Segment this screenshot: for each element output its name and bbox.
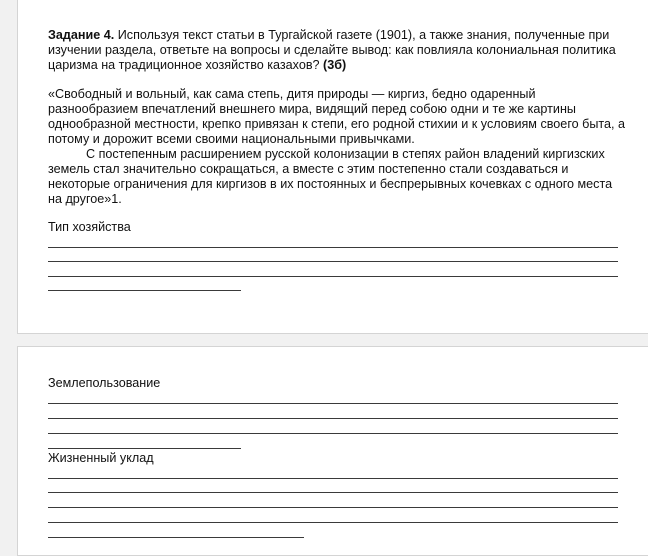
answer-line[interactable] [48,261,618,262]
task-question: Используя текст статьи в Тургайской газете (1901), а также знания, полученные при изучении раздела, ответьте на вопросы и сделайте вывод: как повлияла колониальная политика царизма на традиционное хозяйство казахов? [48,28,616,72]
answer-line[interactable] [48,290,241,291]
task-text [48,28,628,73]
land-use-label: Землепользование [48,376,161,390]
answer-line[interactable] [48,507,618,508]
answer-line[interactable] [48,522,618,523]
economy-type-label: Тип хозяйства [48,220,131,234]
answer-line[interactable] [48,247,618,248]
newspaper-quote [48,87,628,207]
way-of-life-label: Жизненный уклад [48,451,154,465]
task-number: Задание 4. [48,28,115,42]
answer-line[interactable] [48,537,304,538]
answer-line[interactable] [48,276,618,277]
worksheet-page-1 [17,0,648,334]
answer-line[interactable] [48,433,618,434]
task-points: (3б) [323,58,347,72]
worksheet-page-2 [17,346,648,556]
answer-line[interactable] [48,492,618,493]
answer-line[interactable] [48,448,241,449]
quote-paragraph-2: С постепенным расширением русской колонизации в степях район владений киргизских земель стал значительно сокращаться, а вместе с этим постепенно стали создаваться и некоторые ограничения для киргизов в их постоянных и беспрерывных кочевках с одного места на другое»1. [48,147,613,206]
answer-line[interactable] [48,403,618,404]
answer-line[interactable] [48,418,618,419]
answer-line[interactable] [48,478,618,479]
quote-paragraph-1: «Свободный и вольный, как сама степь, дитя природы — киргиз, бедно одаренный разнообразием впечатлений внешнего мира, видящий перед собою одни и те же картины однообразной местности, крепко привязан к степи, его родной стихии и к условиям своего быта, а потому и дорожит всеми своими национальными привычками. [48,87,626,146]
